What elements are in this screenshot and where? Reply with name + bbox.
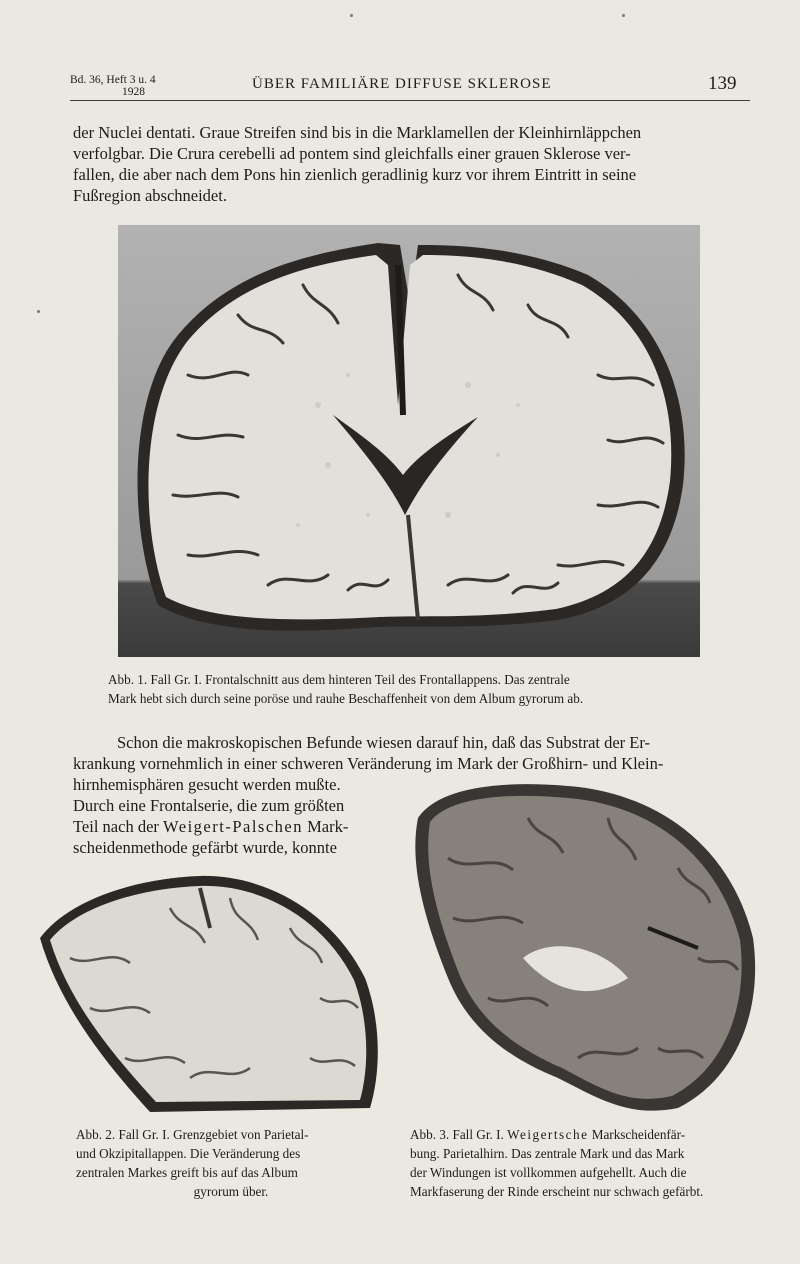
text-line: fallen, die aber nach dem Pons hin zienlich geradlinig kurz vor ihrem Eintritt in seine: [73, 165, 637, 184]
text-fragment: Mark-: [307, 817, 349, 836]
scan-speck: [350, 14, 353, 17]
page-number: 139: [708, 73, 737, 94]
scan-speck: [622, 14, 625, 17]
caption-line: [410, 1125, 755, 1144]
figure-3-caption: [410, 1125, 755, 1201]
figure-3-illustration: [408, 778, 763, 1118]
text-line: krankung vornehmlich in einer schweren Veränderung im Mark der Großhirn- und Klein-: [73, 754, 664, 773]
running-title: ÜBER FAMILIÄRE DIFFUSE SKLEROSE: [252, 76, 552, 92]
caption-fragment: Markscheidenfär-: [591, 1127, 686, 1142]
author-name-spaced: Weigert-Palschen: [163, 817, 303, 836]
figure-2-brain-section: [30, 868, 390, 1116]
caption-line: Markfaserung der Rinde erscheint nur schwach gefärbt.: [410, 1184, 704, 1199]
text-line: Schon die makroskopischen Befunde wiesen darauf hin, daß das Substrat der Er-: [117, 733, 651, 752]
caption-line: und Okzipitallappen. Die Veränderung des: [76, 1146, 301, 1161]
caption-line: Abb. 1. Fall Gr. I. Frontalschnitt aus dem hinteren Teil des Frontallappens. Das zentrale: [108, 672, 570, 687]
caption-line: gyrorum über.: [193, 1184, 269, 1199]
text-line: der Nuclei dentati. Graue Streifen sind bis in die Marklamellen der Kleinhirnläppchen: [73, 123, 642, 142]
figure-1-brain-frontal-section: [118, 225, 700, 657]
paragraph-narrow-column: [73, 795, 391, 858]
text-line: [73, 816, 391, 837]
caption-line: bung. Parietalhirn. Das zentrale Mark und das Mark: [410, 1146, 685, 1161]
paragraph-continued: [73, 122, 751, 206]
text-line: verfolgbar. Die Crura cerebelli ad pontem sind gleichfalls einer grauen Sklerose ver-: [73, 144, 631, 163]
caption-line: Mark hebt sich durch seine poröse und rauhe Beschaffenheit von dem Album gyrorum ab.: [108, 691, 584, 706]
figure-2-caption: [76, 1125, 386, 1201]
text-line: scheidenmethode gefärbt wurde, konnte: [73, 838, 337, 857]
author-name-spaced: Weigertsche: [507, 1127, 589, 1142]
caption-line: zentralen Markes greift bis auf das Album: [76, 1165, 298, 1180]
text-line: hirnhemisphären gesucht werden mußte.: [73, 775, 341, 794]
text-line: Fußregion abschneidet.: [73, 186, 227, 205]
text-fragment: Teil nach der: [73, 817, 159, 836]
caption-line: Abb. 2. Fall Gr. I. Grenzgebiet von Parietal-: [76, 1127, 309, 1142]
caption-fragment: Abb. 3. Fall Gr. I.: [410, 1127, 504, 1142]
volume-info: [70, 74, 200, 98]
figure-3-weigert-stained-section: [408, 778, 763, 1118]
volume-line: Bd. 36, Heft 3 u. 4: [70, 74, 156, 86]
header-rule: [70, 100, 750, 101]
scan-speck: [37, 310, 40, 313]
year-line: 1928: [122, 86, 145, 98]
caption-line: der Windungen ist vollkommen aufgehellt. Auch die: [410, 1165, 687, 1180]
figure-2-illustration: [30, 868, 390, 1116]
figure-1-caption: [108, 670, 720, 708]
text-line: Durch eine Frontalserie, die zum größten: [73, 796, 345, 815]
figure-1-illustration: [118, 225, 700, 657]
